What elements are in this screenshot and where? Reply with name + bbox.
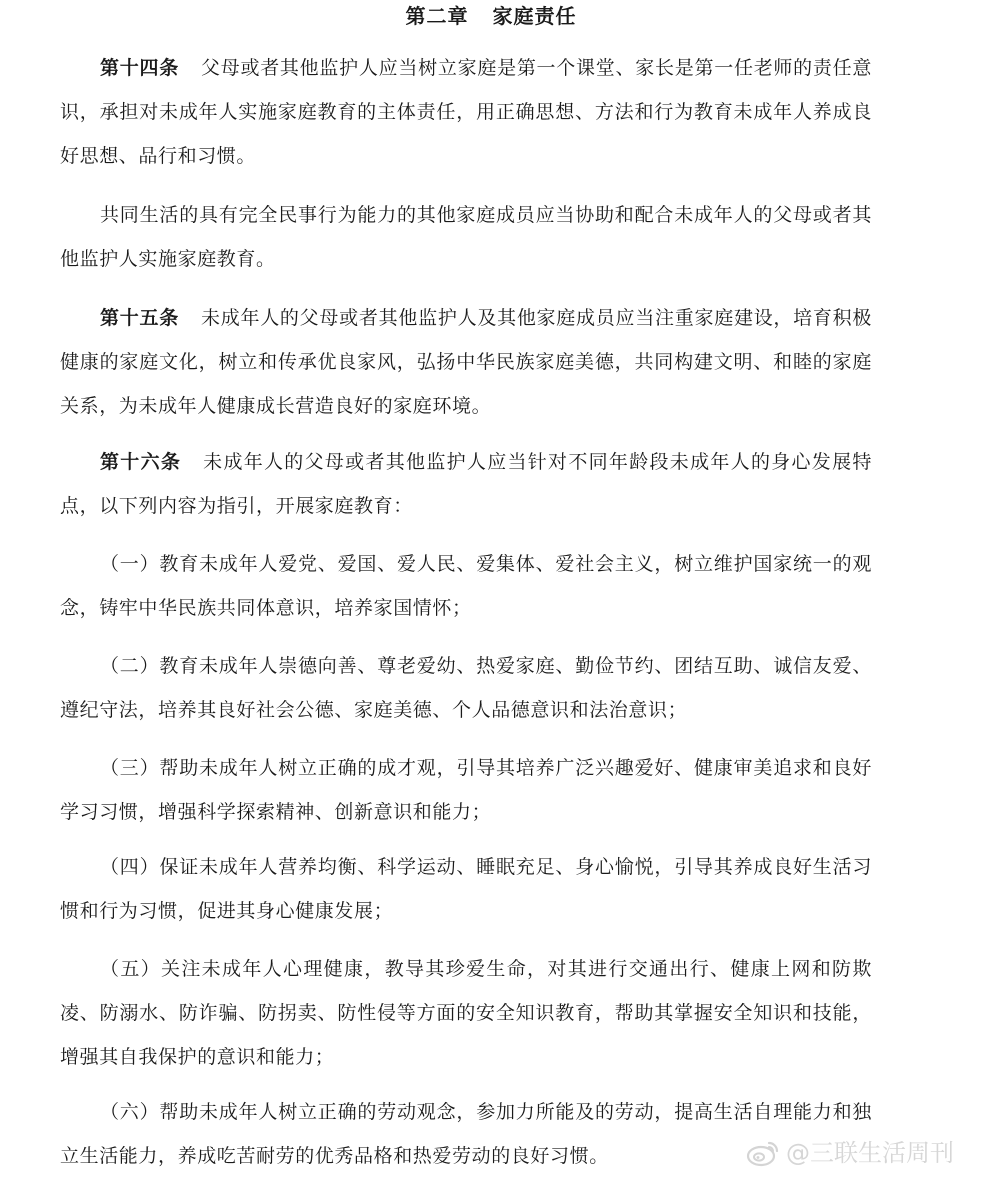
chapter-number: 第二章 — [405, 4, 469, 28]
paragraph-article-15 — [60, 296, 872, 428]
list-item-text: （六）帮助未成年人树立正确的劳动观念，参加力所能及的劳动，提高生活自理能力和独立生活能力，养成吃苦耐劳的优秀品格和热爱劳动的良好习惯。 — [60, 1101, 872, 1167]
list-item-text: （五）关注未成年人心理健康，教导其珍爱生命，对其进行交通出行、健康上网和防欺凌、防溺水、防诈骗、防拐卖、防性侵等方面的安全知识教育，帮助其掌握安全知识和技能，增强其自我保护的意识和能力； — [60, 958, 872, 1068]
list-item-3 — [60, 746, 872, 834]
paragraph-text: 未成年人的父母或者其他监护人及其他家庭成员应当注重家庭建设，培育积极健康的家庭文化，树立和传承优良家风，弘扬中华民族家庭美德，共同构建文明、和睦的家庭关系，为未成年人健康成长营造良好的家庭环境。 — [60, 307, 872, 417]
list-item-4 — [60, 845, 872, 933]
paragraph-article-14-clause-2 — [60, 193, 872, 281]
weibo-icon — [746, 1139, 780, 1167]
list-item-text: （三）帮助未成年人树立正确的成才观，引导其培养广泛兴趣爱好、健康审美追求和良好学习习惯，增强科学探索精神、创新意识和能力； — [60, 757, 872, 823]
chapter-name: 家庭责任 — [492, 4, 577, 28]
watermark-text: @三联生活周刊 — [786, 1139, 954, 1167]
list-item-2 — [60, 644, 872, 732]
article-number: 第十五条 — [100, 307, 179, 329]
paragraph-text: 共同生活的具有完全民事行为能力的其他家庭成员应当协助和配合未成年人的父母或者其他监护人实施家庭教育。 — [60, 204, 872, 270]
article-number: 第十四条 — [100, 57, 179, 79]
chapter-title — [0, 2, 982, 30]
paragraph-article-16 — [60, 440, 872, 528]
list-item-text: （四）保证未成年人营养均衡、科学运动、睡眠充足、身心愉悦，引导其养成良好生活习惯和行为习惯，促进其身心健康发展； — [60, 856, 872, 922]
watermark — [746, 1138, 954, 1168]
paragraph-text: 父母或者其他监护人应当树立家庭是第一个课堂、家长是第一任老师的责任意识，承担对未成年人实施家庭教育的主体责任，用正确思想、方法和行为教育未成年人养成良好思想、品行和习惯。 — [60, 57, 872, 167]
paragraph-text: 未成年人的父母或者其他监护人应当针对不同年龄段未成年人的身心发展特点，以下列内容为指引，开展家庭教育： — [60, 451, 872, 517]
article-number: 第十六条 — [100, 451, 182, 473]
paragraph-article-14 — [60, 46, 872, 178]
list-item-text: （二）教育未成年人崇德向善、尊老爱幼、热爱家庭、勤俭节约、团结互助、诚信友爱、遵纪守法，培养其良好社会公德、家庭美德、个人品德意识和法治意识； — [60, 655, 872, 721]
list-item-5 — [60, 947, 872, 1079]
list-item-1 — [60, 542, 872, 630]
list-item-text: （一）教育未成年人爱党、爱国、爱人民、爱集体、爱社会主义，树立维护国家统一的观念，铸牢中华民族共同体意识，培养家国情怀； — [60, 553, 872, 619]
